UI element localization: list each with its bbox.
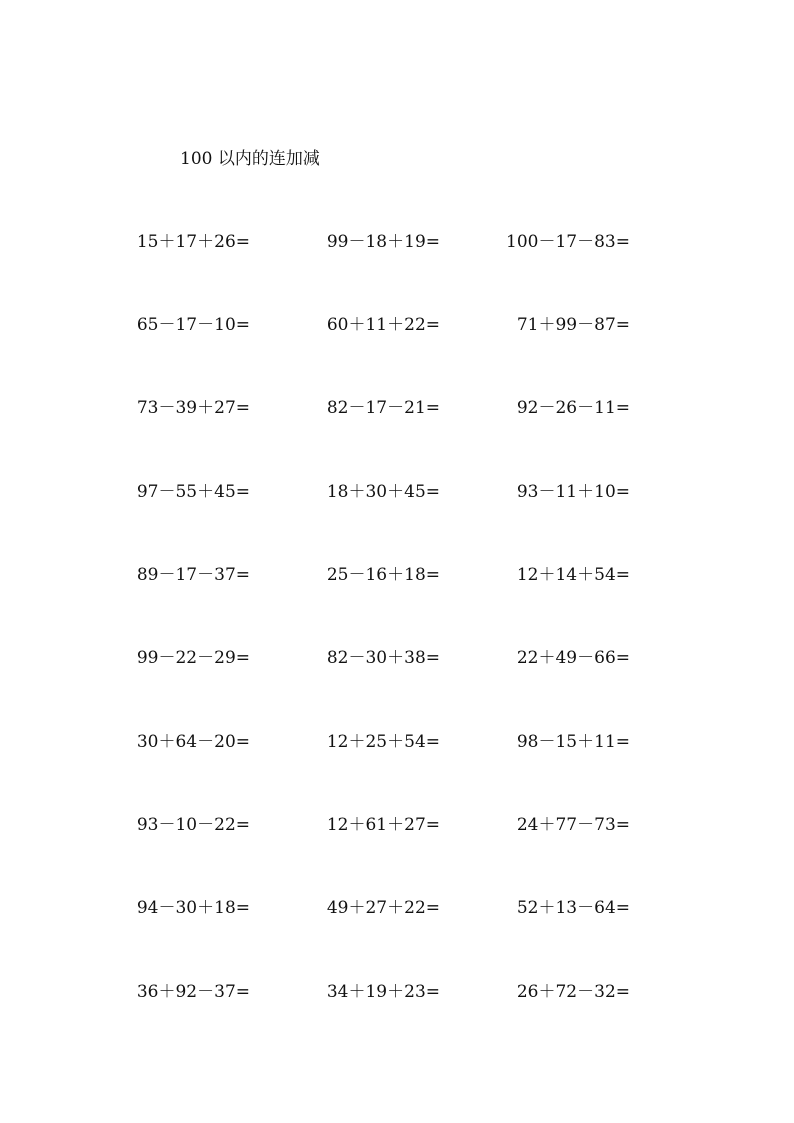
exercise-item: 100－17－83= xyxy=(506,232,630,252)
exercise-item: 34＋19＋23= xyxy=(326,982,440,1002)
page-title: 100 以内的连加减 xyxy=(180,149,320,169)
exercise-item: 36＋92－37= xyxy=(136,982,250,1002)
exercise-item: 71＋99－87= xyxy=(516,315,630,335)
exercise-row xyxy=(0,230,794,254)
exercise-item: 49＋27＋22= xyxy=(326,898,440,918)
exercise-row xyxy=(0,646,794,670)
exercise-row xyxy=(0,730,794,754)
exercise-item: 25－16＋18= xyxy=(326,565,440,585)
exercise-row xyxy=(0,980,794,1004)
exercise-row xyxy=(0,563,794,587)
exercise-item: 93－10－22= xyxy=(136,815,250,835)
exercise-item: 22＋49－66= xyxy=(516,648,630,668)
exercise-item: 73－39＋27= xyxy=(136,398,250,418)
exercise-row xyxy=(0,480,794,504)
exercise-row xyxy=(0,813,794,837)
exercise-item: 12＋14＋54= xyxy=(516,565,630,585)
exercise-item: 99－18＋19= xyxy=(326,232,440,252)
exercise-item: 26＋72－32= xyxy=(516,982,630,1002)
exercise-item: 97－55＋45= xyxy=(136,482,250,502)
exercise-row xyxy=(0,396,794,420)
exercise-item: 52＋13－64= xyxy=(516,898,630,918)
exercise-row xyxy=(0,896,794,920)
exercise-item: 82－17－21= xyxy=(326,398,440,418)
exercise-item: 30＋64－20= xyxy=(136,732,250,752)
exercise-item: 12＋61＋27= xyxy=(326,815,440,835)
exercise-item: 82－30＋38= xyxy=(326,648,440,668)
exercise-item: 18＋30＋45= xyxy=(326,482,440,502)
exercise-item: 94－30＋18= xyxy=(136,898,250,918)
exercise-item: 99－22－29= xyxy=(136,648,250,668)
exercise-item: 60＋11＋22= xyxy=(326,315,440,335)
exercise-row xyxy=(0,313,794,337)
exercise-item: 12＋25＋54= xyxy=(326,732,440,752)
exercise-item: 89－17－37= xyxy=(136,565,250,585)
exercise-item: 65－17－10= xyxy=(136,315,250,335)
exercise-item: 92－26－11= xyxy=(516,398,630,418)
exercise-item: 98－15＋11= xyxy=(516,732,630,752)
exercise-item: 24＋77－73= xyxy=(516,815,630,835)
exercise-item: 93－11＋10= xyxy=(516,482,630,502)
exercise-item: 15＋17＋26= xyxy=(136,232,250,252)
